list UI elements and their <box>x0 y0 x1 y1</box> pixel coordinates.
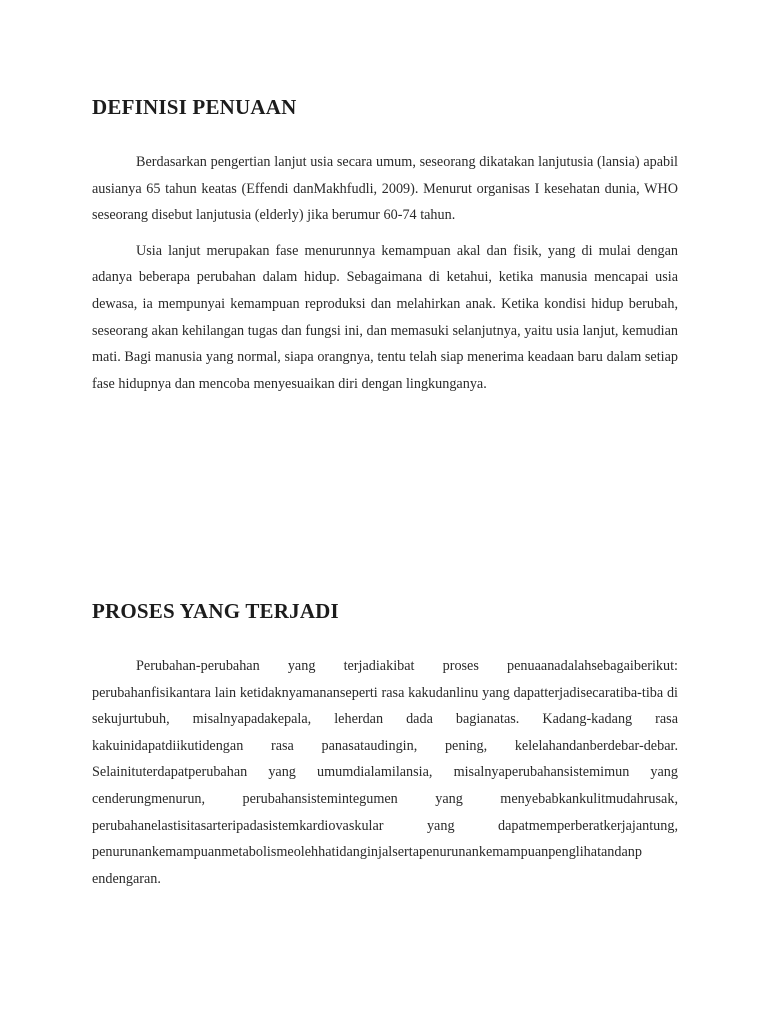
paragraph: Berdasarkan pengertian lanjut usia secara umum, seseorang dikatakan lanjutusia (lansia) apabil ausianya 65 tahun keatas (Effendi danMakhfudli, 2009). Menurut organisas I kesehatan dunia, WHO seseorang disebut lanjutusia (elderly) jika berumur 60-74 tahun. <box>92 154 678 224</box>
paragraph: Usia lanjut merupakan fase menurunnya kemampuan akal dan fisik, yang di mulai dengan adanya beberapa perubahan dalam hidup. Sebagaimana di ketahui, ketika manusia mencapai usia dewasa, ia mempunyai kemampuan reproduksi dan melahirkan anak. Ketika kondisi hidup berubah, seseorang akan kehilangan tugas dan fungsi ini, dan memasuki selanjutnya, yaitu usia lanjut, kemudian mati. Bagi manusia yang normal, siapa orangnya, tentu telah siap menerima keadaan baru dalam setiap fase hidupnya dan mencoba menyesuaikan diri dengan lingkunganya. <box>92 242 678 392</box>
section-heading: DEFINISI PENUAAN <box>92 95 297 119</box>
section-proses-yang-terjadi <box>92 598 678 892</box>
paragraph: Perubahan-perubahan yang terjadiakibat proses penuaanadalahsebagaiberikut: perubahanfisikantara lain ketidaknyamananseperti rasa kakudanlinu yang dapatterjadisecaratiba-tiba di sekujurtubuh, misalnyapadakepala, leherdan dada bagianatas. Kadang-kadang rasa kakuinidapatdiikutidengan rasa panasataudingin, pening, kelelahandanberdebar-debar. Selainituterdapatperubahan yang umumdialamilansia, misalnyaperubahansistemimun yang cenderungmenurun, perubahansistemintegumen yang menyebabkankulitmudahrusak, perubahanelastisitasarteripadasistemkardiovaskular yang dapatmemperberatkerjajantung, penurunankemampuanmetabolismeolehhatidanginjalsertapenurunankemampuanpenglihatandanp endengaran. <box>92 658 678 887</box>
section-heading: PROSES YANG TERJADI <box>92 599 339 623</box>
section-definisi-penuaan <box>92 94 678 397</box>
